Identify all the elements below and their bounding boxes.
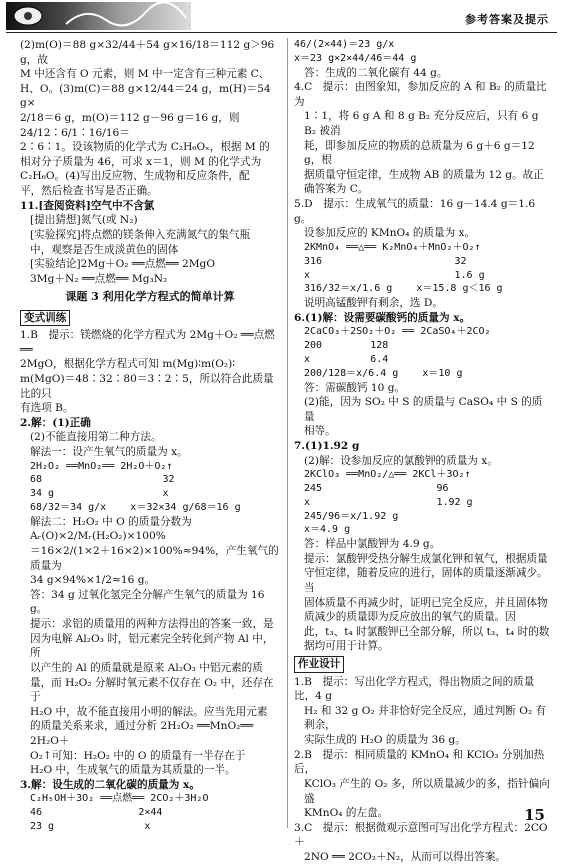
left-column-line: 因为电解 Al₂O₃ 时，铝元素完全转化到产物 Al 中，所 (30, 632, 274, 660)
left-column-line: [提出猜想]氮气(或 N₂) (30, 214, 138, 227)
right-column (294, 38, 552, 865)
right-column-line: 5.D 提示：生成氧气的质量：16 g－14.4 g＝1.6 g。 (294, 198, 539, 225)
right-column-line: x 1.6 g (304, 269, 485, 281)
left-column-line: 34 g×94%×1/2≈16 g。 (30, 574, 156, 587)
left-column-line: [实验探究]将点燃的镁条伸入充满氮气的集气瓶 (30, 228, 251, 241)
header-decoration-icon (6, 2, 191, 30)
page-number: 15 (524, 806, 545, 825)
left-column-line: 以产生的 Al 的质量就是原来 Al₂O₃ 中铝元素的质 (30, 661, 263, 674)
right-column-line: x 6.4 (304, 353, 389, 365)
right-column-line: 7.(1)1.92 g (294, 439, 360, 452)
right-column-line: 2KClO₃ ══MnO₂/△══ 2KCl＋3O₂↑ (304, 469, 471, 481)
right-column-line: 1.B 提示：写出化学方程式，得出物质之间的质量比，4 g (294, 675, 535, 703)
right-column-line: 200/128＝x/6.4 g x＝10 g (304, 367, 463, 379)
right-column-line: 耗，即参加反应的物质的总质量为 6 g＋6 g＝12 g，根 (304, 139, 539, 167)
left-column-line: 68/32＝34 g/x x＝32×34 g/68＝16 g (30, 502, 241, 514)
right-column-line: 6.(1)解：设需要碳酸钙的质量为 x。 (294, 311, 471, 324)
right-column-line: x＝4.9 g (304, 524, 351, 536)
left-column-line: O₂↑可知：H₂O₂ 中的 O 的质量有一半存在于 (30, 749, 246, 762)
right-column-line: 提示：氯酸钾受热分解生成氯化钾和氧气，根据质量 (304, 552, 548, 565)
right-column-line: KMnO₄ 的左盘。 (304, 807, 389, 820)
left-column-line: 23 g x (30, 820, 151, 832)
left-column-line: 的质量关系来求，通过分析 2H₂O₂ ══MnO₂══ 2H₂O＋ (30, 720, 257, 747)
right-column-line: 答：生成的二氧化碳有 44 g。 (304, 66, 448, 79)
right-column-line: x＝23 g×2×44/46＝44 g (294, 52, 417, 64)
left-column-line: 3.解：设生成的二氧化碳的质量为 x。 (20, 778, 200, 791)
right-column-line: 2KMnO₄ ══△══ K₂MnO₄＋MnO₂＋O₂↑ (304, 241, 481, 253)
left-column-line: (2)不能直接用第二种方法。 (30, 431, 162, 444)
right-column-line: 46/(2×44)＝23 g/x (294, 39, 395, 50)
header-banner-image (6, 2, 191, 30)
right-column-line: 2NO ══ 2CO₂＋N₂，从而可以得出答案。 (304, 850, 507, 863)
left-column-line: m(MgO)＝48∶32∶80＝3∶2∶5，所以符合此质量比的只 (20, 372, 274, 400)
left-column-line: 2MgO，根据化学方程式可知 m(Mg)∶m(O₂)∶ (20, 358, 236, 371)
left-column-line: C₂H₅OH＋3O₂ ══点燃══ 2CO₂＋3H₂O (30, 793, 209, 805)
left-column-line: 答：34 g 过氧化氢完全分解产生氧气的质量为 16 g。 (30, 588, 268, 616)
right-column-line: 固体质量不再减少时，证明已完全反应，并且固体物 (304, 596, 548, 609)
left-column-line: 平，然后检查书写是否正确。 (20, 185, 158, 198)
right-column-line: 说明高锰酸钾有剩余，选 D。 (304, 297, 443, 310)
right-column-line: 4.C 提示：由图象知，参加反应的 A 和 B₂ 的质量比为 (294, 81, 547, 108)
right-column-line: 316 32 (304, 255, 467, 267)
right-column-line: 设参加反应的 KMnO₄ 的质量为 x。 (304, 227, 476, 240)
left-column-line: 变式训练 (20, 310, 70, 327)
page-header (0, 0, 563, 34)
right-column-line: 据均可用于计算。 (304, 640, 389, 653)
right-column-line: 确答案为 C。 (304, 183, 369, 196)
header-rule (6, 32, 557, 33)
right-column-line: 作业设计 (294, 656, 344, 673)
left-column-line: H₂O 中，故不能直接用小明的解法。应当先用元素 (30, 705, 268, 718)
right-column-line: 答：需碳酸钙 10 g。 (304, 381, 406, 394)
left-column-line: 提示：求铝的质量用的两种方法得出的答案一致，是 (30, 618, 274, 631)
left-column-line: 课题 3 利用化学方程式的简单计算 (65, 290, 235, 304)
left-column-line: 46 2×44 (30, 807, 163, 819)
right-column-line: 200 128 (304, 340, 389, 352)
right-column-line: 2CaCO₃＋2SO₂＋O₂ ══ 2CaSO₄＋2CO₂ (304, 326, 491, 338)
right-column-line: KClO₃ 产生的 O₂ 多，所以质量减少的多，指针偏向盛 (304, 777, 550, 805)
left-column-line: 2∶6∶1。设该物质的化学式为 C₂H₆Oₓ，根据 M 的 (20, 141, 270, 154)
header-title: 参考答案及提示 (465, 13, 549, 26)
right-column-line: H₂ 和 32 g O₂ 并非恰好完全反应，通过判断 O₂ 有剩余， (304, 704, 547, 732)
right-column-line: 245 96 (304, 482, 449, 494)
right-column-line: (2)解：设参加反应的氯酸钾的质量为 x。 (304, 454, 498, 467)
left-column-line: 2.解：(1)正确 (20, 416, 91, 429)
right-column-line: 316/32＝x/1.6 g x＝15.8 g＜16 g (304, 283, 503, 295)
right-column-line: 此，t₃、t₄ 时氯酸钾已全部分解，所以 t₃、t₄ 时的数 (304, 625, 550, 638)
left-column-line: ＝16×2/(1×2＋16×2)×100%≈94%，产生氧气的质量为 (30, 545, 279, 572)
left-column-line: 2H₂O₂ ══MnO₂══ 2H₂O＋O₂↑ (30, 460, 173, 472)
right-column-line: 答：样品中氯酸钾为 4.9 g。 (304, 538, 441, 551)
left-column-line: H₂O 中，生成氧气的质量为其质量的一半。 (30, 764, 236, 777)
right-column-line: 据质量守恒定律，生成物 AB 的质量为 12 g。故正 (304, 168, 544, 181)
left-column-line: [实验结论]2Mg＋O₂ ══点燃══ 2MgO (30, 258, 216, 271)
left-column-line: 11.[查阅资料]空气中不含氯 (20, 199, 155, 212)
left-column-line: 3Mg＋N₂ ══点燃══ Mg₃N₂ (30, 272, 168, 285)
left-column-line: 1.B 提示：镁燃烧的化学方程式为 2Mg＋O₂ ══点燃══ (20, 329, 275, 356)
left-column-line: 解法二：H₂O₂ 中 O 的质量分数为 Aᵣ(O)×2/Mᵣ(H₂O₂)×100% (30, 515, 196, 543)
right-column-line: 2.B 提示：相同质量的 KMnO₄ 和 KClO₃ 分别加热后， (294, 748, 545, 776)
left-column-line: 解法一：设产生氧气的质量为 x。 (30, 446, 188, 459)
left-column-line: 中，观察是否生成淡黄色的固体 (30, 243, 179, 256)
left-column-line: (2)m(O)＝88 g×32/44＋54 g×16/18＝112 g＞96 g，故 (20, 39, 278, 66)
left-column-line: M 中还含有 O 元素，则 M 中一定含有三种元素 C、 (20, 68, 270, 81)
left-column-line: 相对分子质量为 46，可求 x＝1，则 M 的化学式为 (20, 155, 262, 168)
right-column-line: 相等。 (304, 425, 336, 438)
left-column-line: 2/18＝6 g，m(O)＝112 g－96 g＝16 g，则 24/12∶6/1∶16/16＝ (20, 112, 243, 139)
right-column-line: 1∶1，将 6 g A 和 8 g B₂ 充分反应后，只有 6 g B₂ 被消 (304, 110, 542, 138)
left-column-line: H、O。(3)m(C)＝88 g×12/44＝24 g，m(H)＝54 g× (20, 82, 274, 110)
right-column-line: 3.C 提示：根据微观示意图可写出化学方程式：2CO＋ (294, 821, 548, 849)
left-column-line: 有选项 B。 (20, 402, 74, 415)
right-column-line: (2)能，因为 SO₂ 中 S 的质量与 CaSO₄ 中 S 的质量 (304, 396, 543, 423)
left-column-line: 量，而 H₂O₂ 分解时氧元素不仅存在 O₂ 中，还存在于 (30, 676, 274, 704)
right-column-line: 245/96＝x/1.92 g (304, 510, 399, 522)
column-divider (287, 38, 288, 828)
left-column-line: 34 g x (30, 488, 169, 500)
right-column-line: x 1.92 g (304, 496, 473, 508)
left-column (20, 38, 280, 834)
right-column-line: 实际生成的 H₂O 的质量为 36 g。 (304, 734, 466, 747)
right-column-line: 守恒定律，随着反应的进行，固体的质量逐渐减少。当 (304, 567, 548, 594)
right-column-line: 质减少的质量即为反应放出的氧气的质量。因 (304, 611, 516, 624)
left-column-line: 68 32 (30, 474, 175, 486)
left-column-line: C₂H₆O。(4)写出反应物、生成物和反应条件，配 (20, 170, 250, 183)
